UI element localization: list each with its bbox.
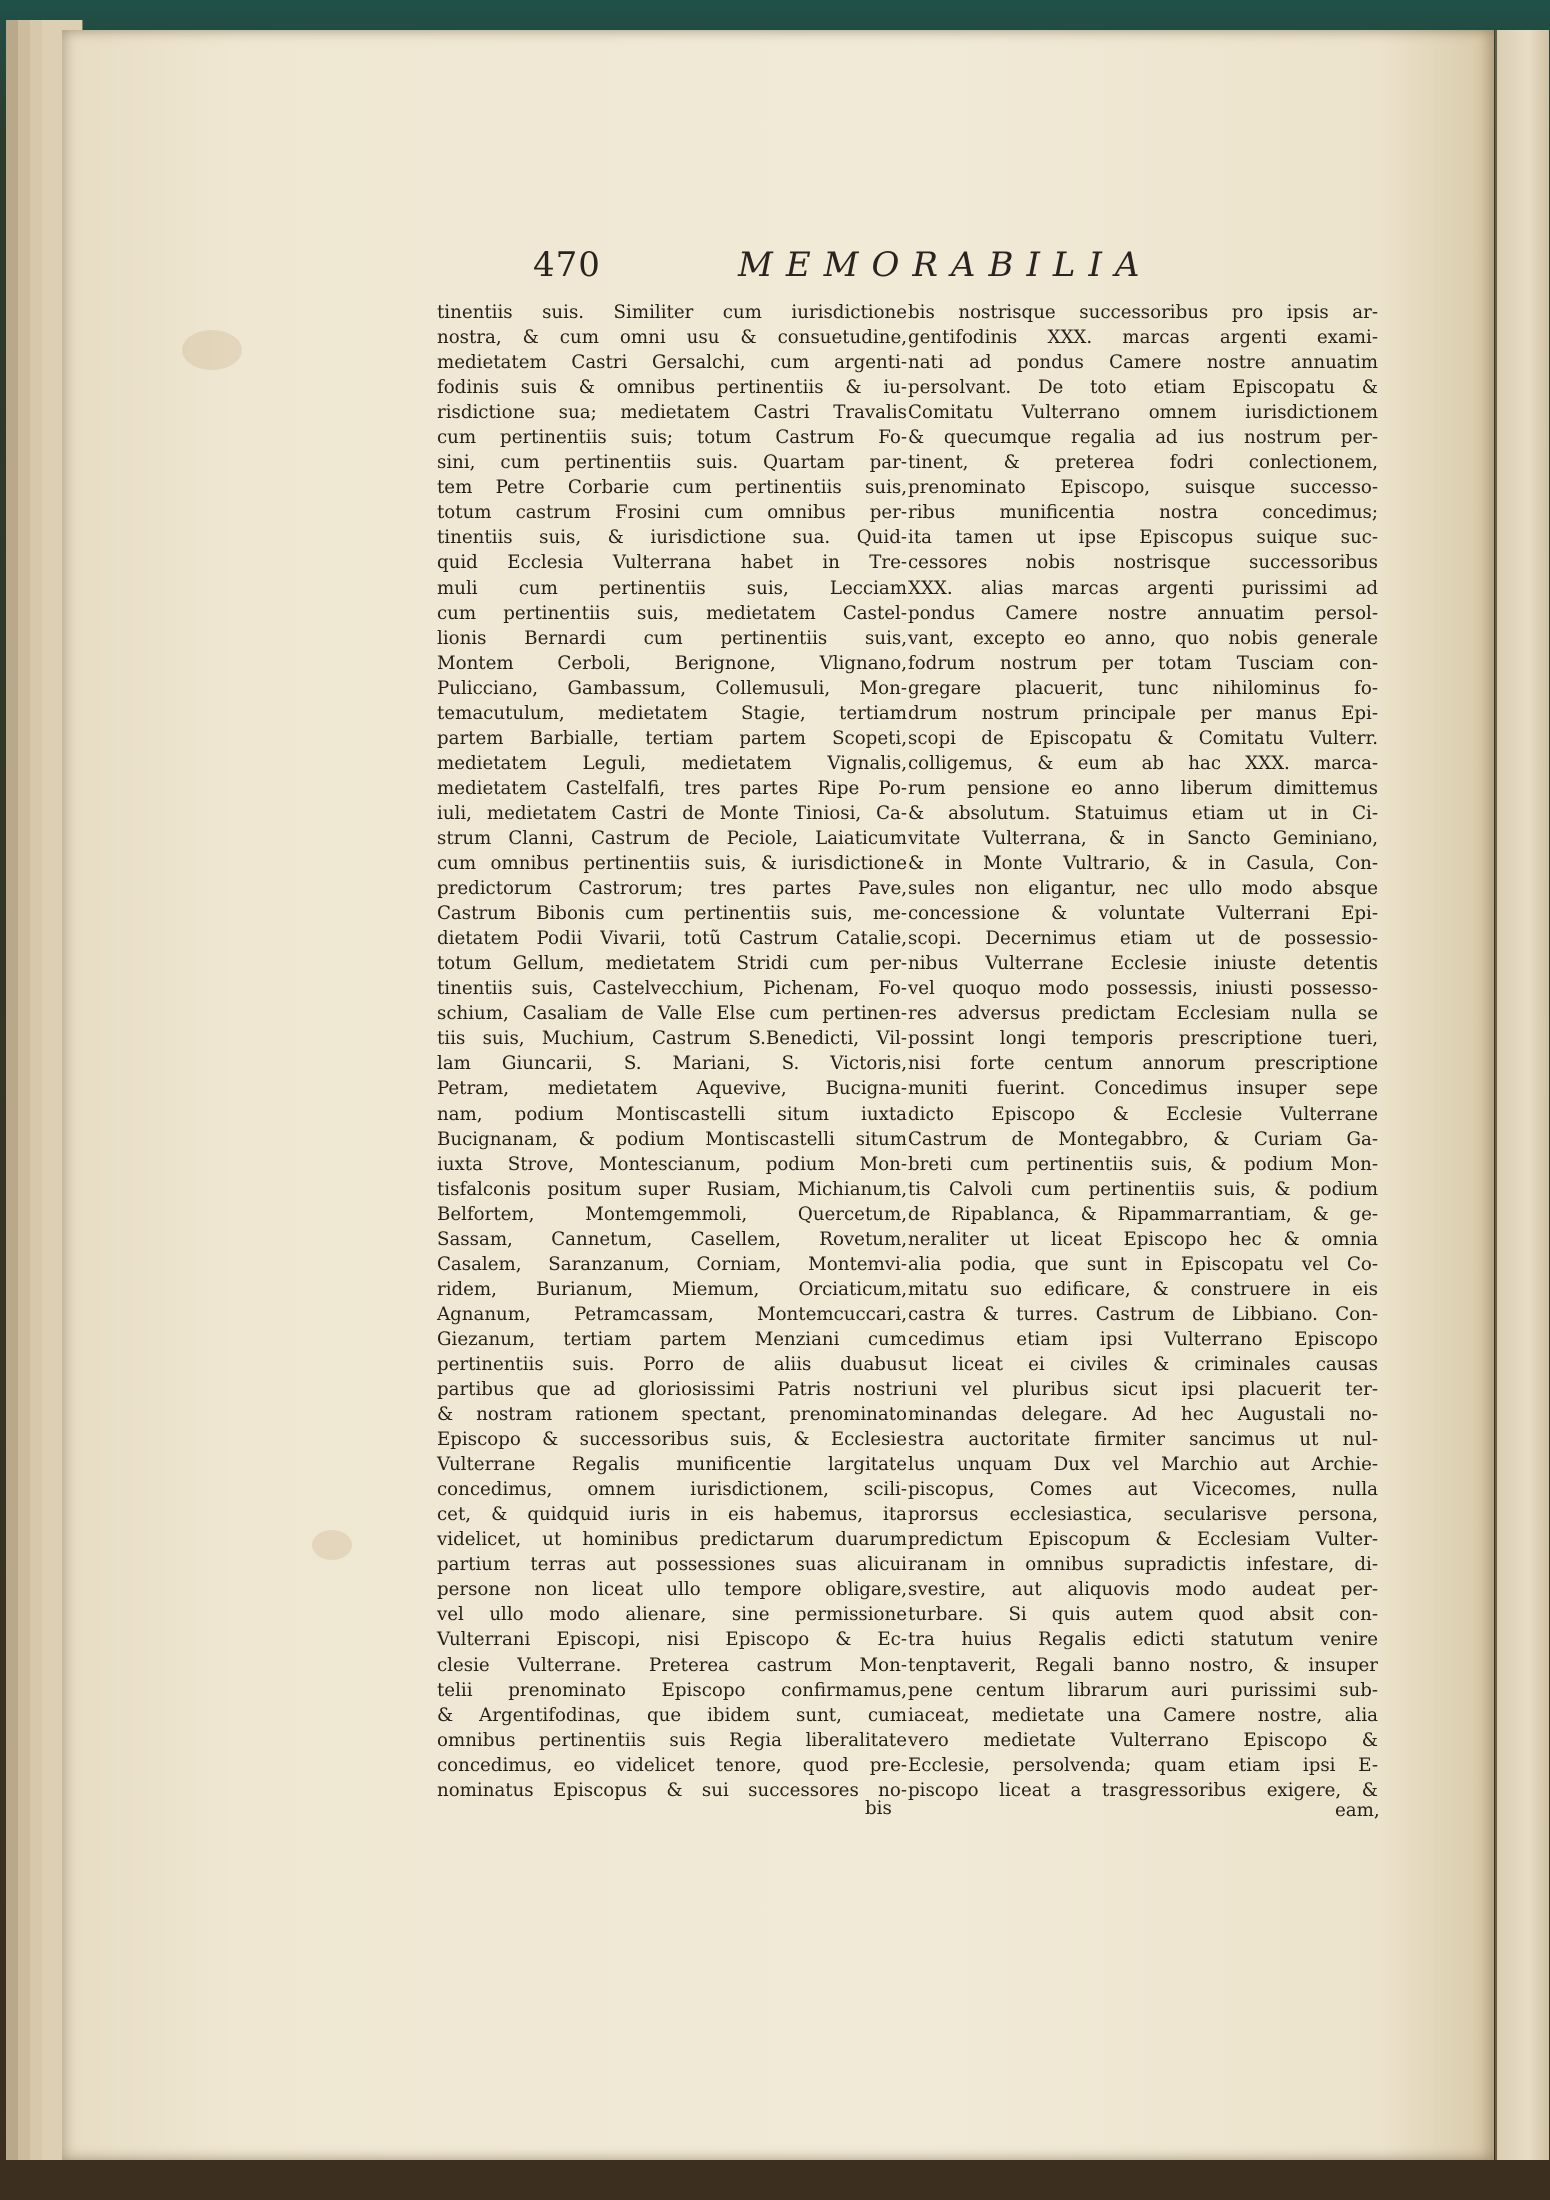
text-line: tenptaverit, Regali banno nostro, & insuper (908, 1654, 1378, 1676)
text-line: clesie Vulterrane. Preterea castrum Mon- (437, 1654, 907, 1676)
text-line: persolvant. De toto etiam Episcopatu & (908, 377, 1378, 399)
text-line: lus unquam Dux vel Marchio aut Archie- (908, 1454, 1378, 1476)
text-line: Giezanum, tertiam partem Menziani cum (437, 1328, 907, 1350)
text-line: Castrum Bibonis cum pertinentiis suis, me- (437, 903, 907, 925)
right-text-column (908, 300, 1378, 1803)
text-line: Ecclesie, persolvenda; quam etiam ipsi E- (908, 1754, 1378, 1776)
text-line: Vulterrani Episcopi, nisi Episcopo & Ec- (437, 1629, 907, 1651)
text-line: & Argentifodinas, que ibidem sunt, cum (437, 1704, 907, 1726)
text-line: prenominato Episcopo, suisque successo- (908, 477, 1378, 499)
text-line: cum omnibus pertinentiis suis, & iurisdictione (437, 853, 907, 875)
text-line: rum pensione eo anno liberum dimittemus (908, 777, 1378, 799)
text-line: telii prenominato Episcopo confirmamus, (437, 1679, 907, 1701)
text-line: Sassam, Cannetum, Casellem, Rovetum, (437, 1228, 907, 1250)
text-line: minandas delegare. Ad hec Augustali no- (908, 1404, 1378, 1426)
text-line: concessione & voluntate Vulterrani Epi- (908, 903, 1378, 925)
text-line: tinentiis suis, Castelvecchium, Pichenam, Fo- (437, 978, 907, 1000)
text-line: gentifodinis XXX. marcas argenti exami- (908, 327, 1378, 349)
text-line: uni vel pluribus sicut ipsi placuerit ter- (908, 1379, 1378, 1401)
catchword-left: bis (865, 1798, 892, 1819)
text-line: nisi forte centum annorum prescriptione (908, 1053, 1378, 1075)
text-line: & absolutum. Statuimus etiam ut in Ci- (908, 802, 1378, 824)
text-line: vitate Vulterrana, & in Sancto Geminiano, (908, 827, 1378, 849)
text-line: videlicet, ut hominibus predictarum duarum (437, 1529, 907, 1551)
text-line: sini, cum pertinentiis suis. Quartam par- (437, 452, 907, 474)
text-line: Agnanum, Petramcassam, Montemcuccari, (437, 1303, 907, 1325)
text-line: iaceat, medietate una Camere nostre, alia (908, 1704, 1378, 1726)
text-line: partem Barbialle, tertiam partem Scopeti, (437, 727, 907, 749)
text-line: totum castrum Frosini cum omnibus per- (437, 502, 907, 524)
text-line: ranam in omnibus supradictis infestare, di- (908, 1554, 1378, 1576)
text-line: vel quoquo modo possessis, iniusti possesso- (908, 978, 1378, 1000)
facing-page-edge (1495, 30, 1549, 2160)
text-line: res adversus predictam Ecclesiam nulla se (908, 1003, 1378, 1025)
text-line: tinent, & preterea fodri conlectionem, (908, 452, 1378, 474)
text-line: castra & turres. Castrum de Libbiano. Con- (908, 1303, 1378, 1325)
text-line: pene centum librarum auri purissimi sub- (908, 1679, 1378, 1701)
text-line: Casalem, Saranzanum, Corniam, Montemvi- (437, 1253, 907, 1275)
text-line: persone non liceat ullo tempore obligare, (437, 1579, 907, 1601)
text-line: neraliter ut liceat Episcopo hec & omnia (908, 1228, 1378, 1250)
text-line: partium terras aut possessiones suas alicui (437, 1554, 907, 1576)
text-line: dicto Episcopo & Ecclesie Vulterrane (908, 1103, 1378, 1125)
page-number: 470 (533, 245, 601, 285)
text-line: Petram, medietatem Aquevive, Bucigna- (437, 1078, 907, 1100)
catchword-right: eam, (1335, 1800, 1380, 1821)
text-line: Belfortem, Montemgemmoli, Quercetum, (437, 1203, 907, 1225)
text-line: fodinis suis & omnibus pertinentiis & iu- (437, 377, 907, 399)
text-line: pertinentiis suis. Porro de aliis duabus (437, 1353, 907, 1375)
text-line: Comitatu Vulterrano omnem iurisdictionem (908, 402, 1378, 424)
text-line: pondus Camere nostre annuatim persol- (908, 602, 1378, 624)
text-line: & nostram rationem spectant, prenominato (437, 1404, 907, 1426)
text-line: tinentiis suis, & iurisdictione sua. Quid- (437, 527, 907, 549)
text-line: mitatu suo edificare, & construere in eis (908, 1278, 1378, 1300)
text-line: cum pertinentiis suis, medietatem Castel- (437, 602, 907, 624)
text-line: lionis Bernardi cum pertinentiis suis, (437, 627, 907, 649)
text-line: & in Monte Vultrario, & in Casula, Con- (908, 853, 1378, 875)
text-line: tra huius Regalis edicti statutum venire (908, 1629, 1378, 1651)
text-line: muli cum pertinentiis suis, Lecciam (437, 577, 907, 599)
text-line: tem Petre Corbarie cum pertinentiis suis, (437, 477, 907, 499)
text-line: piscopus, Comes aut Vicecomes, nulla (908, 1479, 1378, 1501)
text-line: sules non eligantur, nec ullo modo absque (908, 878, 1378, 900)
text-line: prorsus ecclesiastica, secularisve persona, (908, 1504, 1378, 1526)
text-line: temacutulum, medietatem Stagie, tertiam (437, 702, 907, 724)
text-line: iuli, medietatem Castri de Monte Tiniosi, Ca- (437, 802, 907, 824)
text-line: ribus munificentia nostra concedimus; (908, 502, 1378, 524)
text-line: medietatem Castelfalfi, tres partes Ripe Po- (437, 777, 907, 799)
text-line: turbare. Si quis autem quod absit con- (908, 1604, 1378, 1626)
text-line: lam Giuncarii, S. Mariani, S. Victoris, (437, 1053, 907, 1075)
text-line: omnibus pertinentiis suis Regia liberalitate (437, 1729, 907, 1751)
text-line: Pulicciano, Gambassum, Collemusuli, Mon- (437, 677, 907, 699)
text-line: scopi de Episcopatu & Comitatu Vulterr. (908, 727, 1378, 749)
text-line: ut liceat ei civiles & criminales causas (908, 1353, 1378, 1375)
text-line: drum nostrum principale per manus Epi- (908, 702, 1378, 724)
running-title: MEMORABILIA (738, 245, 1153, 285)
text-line: Episcopo & successoribus suis, & Ecclesie (437, 1429, 907, 1451)
text-line: XXX. alias marcas argenti purissimi ad (908, 577, 1378, 599)
text-line: & quecumque regalia ad ius nostrum per- (908, 427, 1378, 449)
text-line: quid Ecclesia Vulterrana habet in Tre- (437, 552, 907, 574)
left-text-column (437, 300, 907, 1803)
text-line: vant, excepto eo anno, quo nobis generale (908, 627, 1378, 649)
text-line: vero medietate Vulterrano Episcopo & (908, 1729, 1378, 1751)
text-line: alia podia, que sunt in Episcopatu vel Co- (908, 1253, 1378, 1275)
foxing-spot (182, 330, 242, 370)
text-line: nominatus Episcopus & sui successores no- (437, 1779, 907, 1801)
text-line: tisfalconis positum super Rusiam, Michianum, (437, 1178, 907, 1200)
text-line: concedimus, omnem iurisdictionem, scili- (437, 1479, 907, 1501)
text-line: dietatem Podii Vivarii, totũ Castrum Catalie, (437, 928, 907, 950)
text-line: gregare placuerit, tunc nihilominus fo- (908, 677, 1378, 699)
text-line: nati ad pondus Camere nostre annuatim (908, 352, 1378, 374)
text-line: nam, podium Montiscastelli situm iuxta (437, 1103, 907, 1125)
text-line: partibus que ad gloriosissimi Patris nostri (437, 1379, 907, 1401)
text-line: totum Gellum, medietatem Stridi cum per- (437, 953, 907, 975)
text-line: nibus Vulterrane Ecclesie iniuste detentis (908, 953, 1378, 975)
text-line: scopi. Decernimus etiam ut de possessio- (908, 928, 1378, 950)
text-line: ita tamen ut ipse Episcopus suique suc- (908, 527, 1378, 549)
text-line: svestire, aut aliquovis modo audeat per- (908, 1579, 1378, 1601)
text-line: predictorum Castrorum; tres partes Pave, (437, 878, 907, 900)
text-line: medietatem Castri Gersalchi, cum argenti- (437, 352, 907, 374)
text-line: Bucignanam, & podium Montiscastelli situm (437, 1128, 907, 1150)
text-line: risdictione sua; medietatem Castri Travalis (437, 402, 907, 424)
text-line: colligemus, & eum ab hac XXX. marca- (908, 752, 1378, 774)
foxing-spot (312, 1530, 352, 1560)
text-line: bis nostrisque successoribus pro ipsis ar- (908, 302, 1378, 323)
text-line: tiis suis, Muchium, Castrum S.Benedicti, Vil- (437, 1028, 907, 1050)
text-line: Castrum de Montegabbro, & Curiam Ga- (908, 1128, 1378, 1150)
text-line: predictum Episcopum & Ecclesiam Vulter- (908, 1529, 1378, 1551)
text-line: nostra, & cum omni usu & consuetudine, (437, 327, 907, 349)
text-line: Vulterrane Regalis munificentie largitate (437, 1454, 907, 1476)
text-line: tinentiis suis. Similiter cum iurisdictione (437, 302, 907, 323)
text-line: medietatem Leguli, medietatem Vignalis, (437, 752, 907, 774)
text-line: tis Calvoli cum pertinentiis suis, & podium (908, 1178, 1378, 1200)
text-line: cedimus etiam ipsi Vulterrano Episcopo (908, 1328, 1378, 1350)
text-line: cum pertinentiis suis; totum Castrum Fo- (437, 427, 907, 449)
text-line: strum Clanni, Castrum de Peciole, Laiaticum (437, 827, 907, 849)
text-line: schium, Casaliam de Valle Else cum pertinen- (437, 1003, 907, 1025)
text-line: ridem, Burianum, Miemum, Orciaticum, (437, 1278, 907, 1300)
text-line: fodrum nostrum per totam Tusciam con- (908, 652, 1378, 674)
page-header (533, 245, 1183, 295)
text-line: cessores nobis nostrisque successoribus (908, 552, 1378, 574)
text-line: piscopo liceat a trasgressoribus exigere, & (908, 1779, 1378, 1801)
text-line: breti cum pertinentiis suis, & podium Mon- (908, 1153, 1378, 1175)
text-line: possint longi temporis prescriptione tueri, (908, 1028, 1378, 1050)
text-line: stra auctoritate firmiter sancimus ut nul- (908, 1429, 1378, 1451)
text-line: cet, & quidquid iuris in eis habemus, ita (437, 1504, 907, 1526)
text-line: de Ripablanca, & Ripammarrantiam, & ge- (908, 1203, 1378, 1225)
text-line: iuxta Strove, Montescianum, podium Mon- (437, 1153, 907, 1175)
text-line: muniti fuerint. Concedimus insuper sepe (908, 1078, 1378, 1100)
text-line: vel ullo modo alienare, sine permissione (437, 1604, 907, 1626)
text-line: Montem Cerboli, Berignone, Vlignano, (437, 652, 907, 674)
text-line: concedimus, eo videlicet tenore, quod pre- (437, 1754, 907, 1776)
